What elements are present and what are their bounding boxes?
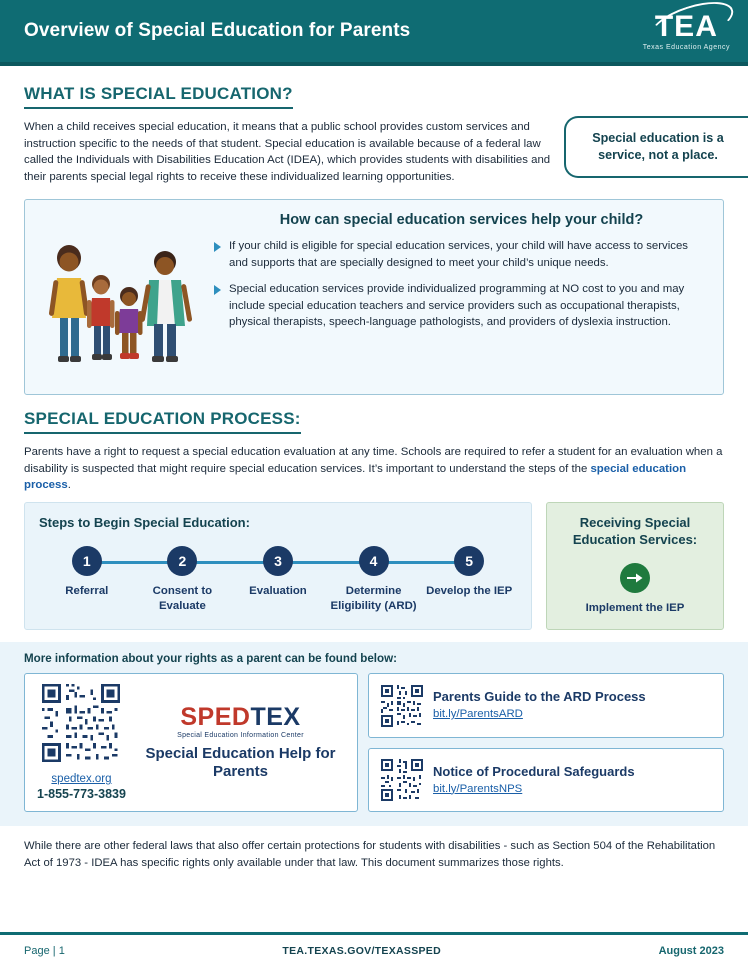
special-education-process-link[interactable]: special education process (24, 462, 687, 492)
page-footer (0, 932, 748, 966)
help-bullet-text: Special education services provide individualized programming at NO cost to you and may include special education teachers and service providers such as occupational therapists, physical therapists, speech-language pathologists, and providers of dyslexia instruction. (229, 283, 685, 329)
document-content (0, 66, 748, 630)
footer-page-number: 1 (58, 944, 65, 957)
footnote-text: While there are other federal laws that also offer certain protections for students with disabilities - such as Section 504 of the Rehabilitation Act of 1973 - IDEA has specific rights only available under that law. This document summarizes those rights. (24, 840, 716, 869)
resources-band (0, 642, 748, 826)
qr-code-icon[interactable] (381, 759, 423, 801)
triangle-bullet-icon (214, 242, 221, 252)
help-bullet-item (214, 281, 709, 331)
step-number-badge: 3 (263, 546, 293, 576)
tea-logo (642, 9, 730, 51)
spedtex-tagline: Special Education Information Center (177, 731, 304, 739)
steps-list (39, 546, 517, 614)
page-title: Overview of Special Education for Parents (24, 20, 411, 41)
spedtex-help-line: Special Education Help for Parents (145, 744, 336, 780)
step-number-badge: 1 (72, 546, 102, 576)
step-label: Evaluation (249, 584, 307, 597)
tea-logo-text: TEA (654, 9, 718, 43)
triangle-bullet-icon (214, 285, 221, 295)
step-label: Develop the IEP (426, 584, 513, 597)
help-bullet-text: If your child is eligible for special education services, your child will have access to services and supports that are specially designed to meet your child’s unique needs. (229, 240, 688, 269)
help-bullet-item (214, 238, 709, 271)
step-item (421, 546, 517, 614)
resource-link-text (433, 689, 646, 722)
section-title-special-education-process: SPECIAL EDUCATION PROCESS: (24, 409, 301, 434)
tea-logo-subtitle: Texas Education Agency (642, 43, 730, 51)
step-label: Determine Eligibility (ARD) (330, 584, 417, 612)
receiving-label: Implement the IEP (585, 601, 685, 614)
qr-code-icon[interactable] (42, 684, 120, 762)
step-number-badge: 4 (359, 546, 389, 576)
receiving-box-title: Receiving Special Education Services: (572, 514, 698, 547)
process-row (24, 502, 724, 631)
process-paragraph (24, 444, 724, 494)
arrow-right-glyph (627, 571, 643, 585)
spedtex-card[interactable] (24, 673, 358, 812)
resource-link-card[interactable] (368, 673, 724, 738)
footer-website: TEA.TEXAS.GOV/TEXASSPED (282, 944, 441, 957)
resource-link-title: Notice of Procedural Safeguards (433, 763, 635, 779)
step-label: Consent to Evaluate (152, 584, 213, 612)
page-header (0, 0, 748, 66)
tea-logo-mark (654, 9, 718, 43)
resource-link-title: Parents Guide to the ARD Process (433, 689, 646, 705)
spedtex-phone: 1-855-773-3839 (37, 787, 126, 802)
spedtex-wordmark-sped: SPED (180, 702, 251, 731)
resource-link-card[interactable] (368, 748, 724, 813)
intro-text-block (24, 119, 569, 193)
family-illustration (39, 232, 204, 382)
receiving-services-box (546, 502, 724, 631)
spedtex-url-link[interactable]: spedtex.org (51, 773, 112, 786)
process-paragraph-part1: Parents have a right to request a special education evaluation at any time. Schools are required to refer a student for an evaluation when a disability is suspected that might require special education services. It’s important to understand the steps of the (24, 446, 723, 475)
footer-page-indicator (24, 945, 65, 957)
resources-row (24, 673, 724, 812)
process-paragraph-part2: . (67, 479, 71, 492)
step-item (135, 546, 231, 614)
arrow-right-icon (620, 563, 650, 593)
help-box-title: How can special education services help your child? (279, 212, 644, 229)
resource-links-column (368, 673, 724, 812)
resources-heading: More information about your rights as a parent can be found below: (24, 652, 397, 666)
resource-link-url[interactable]: bit.ly/ParentsARD (433, 708, 523, 721)
intro-paragraph: When a child receives special education, it means that a public school provides custom services and instruction specific to the needs of that student. Special education is available because of a federal law called the Individuals with Disabilities Education Act (IDEA), which provides students with disabilities and their parents special legal rights to receive these individualized learning opportunities. (24, 121, 551, 183)
footer-page-separator: | (52, 944, 56, 957)
spedtex-branding (136, 702, 345, 781)
step-label: Referral (65, 584, 109, 597)
footer-page-label: Page (24, 944, 50, 957)
spedtex-wordmark-tex: TEX (250, 702, 301, 731)
resource-link-text (433, 764, 635, 797)
pullquote-callout: Special education is a service, not a place. (564, 116, 748, 178)
spedtex-wordmark (136, 702, 345, 731)
spedtex-qr-block (37, 684, 126, 801)
step-number-badge: 5 (454, 546, 484, 576)
family-illustration-svg (39, 232, 204, 382)
resource-link-url[interactable]: bit.ly/ParentsNPS (433, 782, 523, 795)
steps-box-title: Steps to Begin Special Education: (39, 514, 250, 530)
section-title-what-is-special-education: WHAT IS SPECIAL EDUCATION? (24, 84, 293, 109)
footer-date: August 2023 (658, 944, 724, 957)
step-item (39, 546, 135, 614)
steps-box (24, 502, 532, 631)
step-number-badge: 2 (167, 546, 197, 576)
help-content (214, 210, 709, 382)
step-item (230, 546, 326, 614)
help-callout-box (24, 199, 724, 395)
qr-code-icon[interactable] (381, 685, 423, 727)
step-item (326, 546, 422, 614)
